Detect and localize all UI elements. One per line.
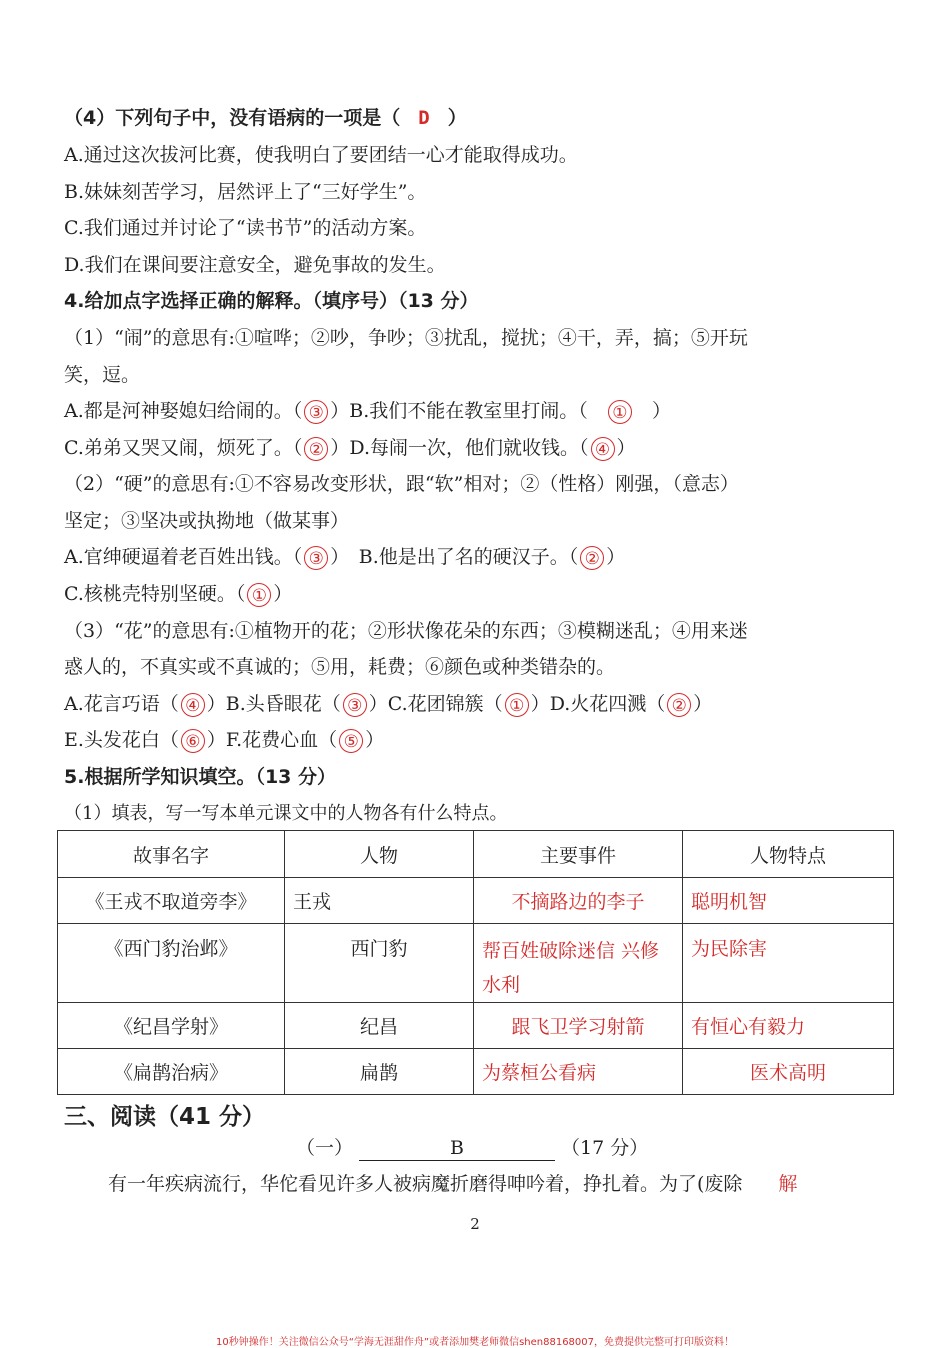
s5-subtitle: （1）填表，写一写本单元课文中的人物各有什么特点。 [64, 803, 508, 824]
person-cell: 王戎 [285, 878, 474, 924]
person-cell: 扁鹊 [285, 1049, 474, 1095]
trait-cell: 医术高明 [683, 1049, 894, 1095]
table-row [58, 924, 894, 1003]
s3-part-answer: B [359, 1136, 555, 1161]
answer-circle: ① [505, 693, 529, 717]
answer-circle: ① [608, 400, 632, 424]
q4-prompt-text: （4）下列句子中，没有语病的一项是（ [64, 107, 401, 129]
s4-p2-row-ab: A.官绅硬逼着老百姓出钱。（ ③ ） B.他是出了名的硬汉子。（ ② ） [64, 546, 626, 569]
table-header-cell: 主要事件 [474, 831, 683, 878]
table-header-row [58, 831, 894, 878]
trait-cell: 聪明机智 [683, 878, 894, 924]
s4-p2-row-c: C.核桃壳特别坚硬。（ ① ） [64, 583, 293, 606]
s4-p1-definition: （1）“闹”的意思有:①喧哗；②吵，争吵；③扰乱，搅扰；④干，弄，搞；⑤开玩 [64, 327, 748, 349]
q4-option-c: C.我们通过并讨论了“读书节”的活动方案。 [64, 217, 427, 239]
footer-notice: 10秒钟操作！关注微信公众号“学海无涯甜作舟”或者添加樊老师微信shen88168007，免费提供完整可打印版资料！ [215, 1337, 735, 1348]
answer-circle: ④ [591, 437, 615, 461]
q4-answer: D [418, 107, 430, 129]
s5-title: 5.根据所学知识填空。（13 分） [64, 766, 336, 788]
s4-p3-f: ）F.花费心血（ [206, 729, 338, 751]
q4-option-d: D.我们在课间要注意安全，避免事故的发生。 [64, 254, 446, 276]
s4-p3-d: ）D.火花四溅（ [530, 693, 666, 715]
s4-p1-definition-cont: 笑，逗。 [64, 364, 141, 386]
q4-prompt-close: ） [447, 107, 467, 129]
s3-part-line [296, 1136, 648, 1161]
answer-circle: ⑤ [339, 729, 363, 753]
table-header-cell: 人物特点 [683, 831, 894, 878]
q4-prompt [64, 106, 467, 130]
person-cell: 西门豹 [285, 924, 474, 1003]
s4-p1-a: A.都是河神娶媳妇给闹的。（ [64, 400, 303, 422]
answer-circle: ④ [181, 693, 205, 717]
answer-circle: ② [580, 546, 604, 570]
event-cell: 不摘路边的李子 [474, 878, 683, 924]
answer-circle: ③ [304, 546, 328, 570]
s3-paragraph [108, 1172, 797, 1196]
event-cell: 为蔡桓公看病 [474, 1049, 683, 1095]
answer-circle: ① [247, 583, 271, 607]
q4-option-a: A.通过这次拔河比赛，使我明白了要团结一心才能取得成功。 [64, 144, 578, 166]
s4-p1-b: ）B.我们不能在教室里打闹。（ [330, 400, 588, 422]
table-row [58, 878, 894, 924]
story-cell: 《纪昌学射》 [58, 1003, 285, 1049]
s3-paragraph-answer: 解 [778, 1173, 798, 1195]
trait-cell: 有恒心有毅力 [683, 1003, 894, 1049]
s4-p3-e: E.头发花白（ [64, 729, 179, 751]
answer-circle: ② [667, 693, 691, 717]
table-header-cell: 故事名字 [58, 831, 285, 878]
answer-circle: ② [304, 437, 328, 461]
s4-p1-row-ab: A.都是河神娶媳妇给闹的。（ ③ ）B.我们不能在教室里打闹。（ ① ） [64, 400, 672, 423]
s4-title: 4.给加点字选择正确的解释。（填序号）（13 分） [64, 290, 479, 312]
s4-p3-c: ）C.花团锦簇（ [368, 693, 503, 715]
s4-p2-definition: （2）“硬”的意思有:①不容易改变形状，跟“软”相对；②（性格）刚强，（意志） [64, 473, 739, 495]
story-cell: 《王戎不取道旁李》 [58, 878, 285, 924]
s4-p2-c: C.核桃壳特别坚硬。（ [64, 583, 246, 605]
s4-p2-b: ） B.他是出了名的硬汉子。（ [330, 546, 579, 568]
character-table [57, 830, 894, 1095]
trait-cell: 为民除害 [683, 924, 894, 1003]
s4-p2-a: A.官绅硬逼着老百姓出钱。（ [64, 546, 303, 568]
s3-part-label: （一） [296, 1137, 354, 1159]
table-header-cell: 人物 [285, 831, 474, 878]
q4-option-b: B.妹妹刻苦学习，居然评上了“三好学生”。 [64, 181, 427, 203]
s3-part-score: （17 分） [561, 1137, 649, 1159]
s4-p3-definition: （3）“花”的意思有:①植物开的花；②形状像花朵的东西；③模糊迷乱；④用来迷 [64, 620, 748, 642]
table-row [58, 1049, 894, 1095]
answer-circle: ③ [343, 693, 367, 717]
s4-p3-a: A.花言巧语（ [64, 693, 179, 715]
s4-p3-b: ）B.头昏眼花（ [206, 693, 341, 715]
story-cell: 《西门豹治邺》 [58, 924, 285, 1003]
s4-p3-definition-cont: 惑人的，不真实或不真诚的；⑤用，耗费；⑥颜色或种类错杂的。 [64, 656, 616, 678]
s4-p3-row-ef: E.头发花白（ ⑥ ）F.花费心血（ ⑤ ） [64, 729, 385, 752]
answer-circle: ③ [304, 400, 328, 424]
s4-p3-row-abcd: A.花言巧语（ ④ ）B.头昏眼花（ ③ ）C.花团锦簇（ ① ）D.火花四溅（ ② ） [64, 693, 713, 716]
answer-circle: ⑥ [181, 729, 205, 753]
table-row [58, 1003, 894, 1049]
person-cell: 纪昌 [285, 1003, 474, 1049]
event-cell: 跟飞卫学习射箭 [474, 1003, 683, 1049]
event-cell: 帮百姓破除迷信 兴修水利 [474, 924, 683, 1003]
s3-paragraph-text: 有一年疾病流行，华佗看见许多人被病魔折磨得呻吟着，挣扎着。为了(废除 [108, 1173, 743, 1195]
s4-p1-c: C.弟弟又哭又闹，烦死了。（ [64, 437, 303, 459]
s4-p2-definition-cont: 坚定；③坚决或执拗地（做某事） [64, 510, 350, 532]
s4-p1-row-cd: C.弟弟又哭又闹，烦死了。（ ② ）D.每闹一次，他们就收钱。（ ④ ） [64, 437, 636, 460]
page-number: 2 [470, 1215, 480, 1233]
s4-p1-d: ）D.每闹一次，他们就收钱。（ [330, 437, 589, 459]
story-cell: 《扁鹊治病》 [58, 1049, 285, 1095]
s3-title: 三、阅读（41 分） [64, 1104, 266, 1130]
